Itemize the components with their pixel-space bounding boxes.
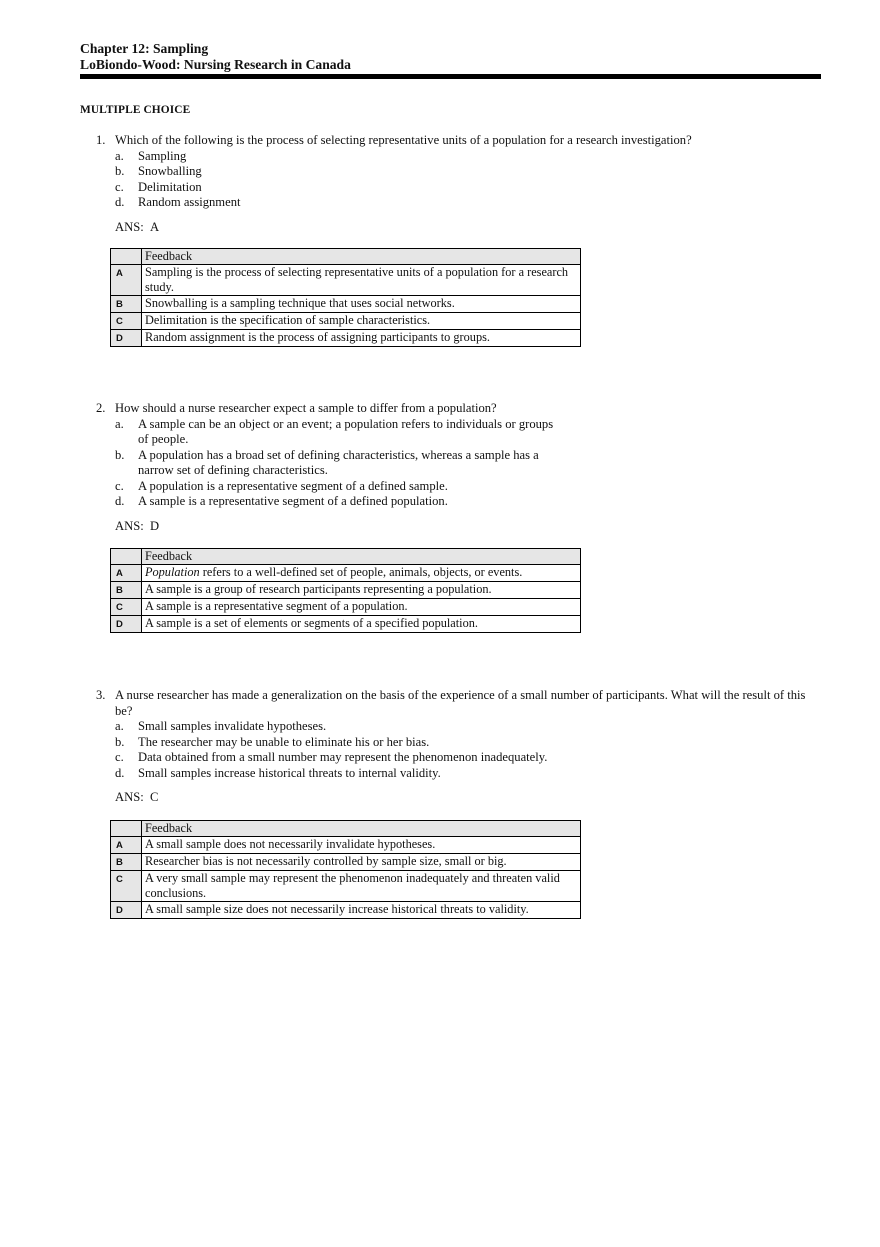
answer-label: ANS: (115, 219, 144, 234)
question-3 (96, 688, 821, 806)
feedback-row: D Random assignment is the process of assigning participants to groups. (111, 330, 581, 347)
feedback-header-row (111, 249, 581, 265)
feedback-row: C Delimitation is the specification of sample characteristics. (111, 313, 581, 330)
feedback-row: B A sample is a group of research participants representing a population. (111, 582, 581, 599)
answer-line (96, 519, 821, 535)
option-list (96, 149, 821, 211)
answer-value: D (150, 518, 160, 533)
book-title: LoBiondo-Wood: Nursing Research in Canada (80, 57, 351, 72)
option-d: d. Small samples increase historical threats to internal validity. (115, 765, 441, 780)
question-stem: Which of the following is the process of selecting representative units of a population for a research investigation? (115, 133, 692, 147)
feedback-header: Feedback (142, 249, 581, 265)
option-a: a. Small samples invalidate hypotheses. (115, 719, 327, 733)
feedback-row: A Sampling is the process of selecting representative units of a population for a research study. (111, 265, 581, 296)
question-number: 1. (96, 133, 106, 147)
chapter-title: Chapter 12: Sampling (80, 41, 209, 56)
feedback-row: D A sample is a set of elements or segments of a specified population. (111, 616, 581, 633)
feedback-header: Feedback (142, 821, 581, 837)
answer-value: C (150, 790, 159, 804)
feedback-row: D A small sample size does not necessarily increase historical threats to validity. (111, 902, 581, 919)
section-title: MULTIPLE CHOICE (80, 104, 191, 116)
feedback-row: C A very small sample may represent the phenomenon inadequately and threaten valid conclusions. (111, 871, 581, 902)
answer-value: A (150, 219, 160, 234)
feedback-header-row (111, 821, 581, 837)
answer-line (96, 790, 821, 806)
feedback-table-2 (110, 548, 581, 633)
answer-line (96, 220, 821, 236)
answer-label: ANS: (115, 518, 144, 533)
feedback-row: B Snowballing is a sampling technique that uses social networks. (111, 296, 581, 313)
option-a: a. A sample can be an object or an event; a population refers to individuals or groups of people. (115, 416, 554, 446)
option-c: c. Data obtained from a small number may represent the phenomenon inadequately. (115, 750, 548, 764)
question-2 (96, 401, 821, 534)
feedback-header: Feedback (142, 549, 581, 565)
question-stem: A nurse researcher has made a generalization on the basis of the experience of a small number of participants. What will the result of this be? (115, 688, 806, 718)
answer-label: ANS: (115, 790, 144, 804)
feedback-table-1 (110, 248, 581, 347)
question-number: 2. (96, 401, 106, 415)
document-header (80, 41, 351, 73)
option-b: b. The researcher may be unable to eliminate his or her bias. (115, 734, 430, 749)
option-list (96, 719, 821, 781)
option-d: d. Random assignment (115, 195, 241, 209)
feedback-table-3 (110, 820, 581, 919)
option-c: c. Delimitation (115, 179, 202, 194)
feedback-row: A A small sample does not necessarily invalidate hypotheses. (111, 837, 581, 854)
feedback-header-row (111, 549, 581, 565)
option-b: b. Snowballing (115, 164, 202, 178)
option-a: a. Sampling (115, 148, 187, 163)
question-1 (96, 133, 821, 235)
header-rule (80, 74, 821, 79)
option-list (96, 417, 566, 510)
italic-term: Population (145, 565, 200, 579)
feedback-row: C A sample is a representative segment of a population. (111, 599, 581, 616)
feedback-row: B Researcher bias is not necessarily controlled by sample size, small or big. (111, 854, 581, 871)
question-number: 3. (96, 688, 106, 702)
feedback-row: A Population refers to a well-defined set of people, animals, objects, or events. (111, 565, 581, 582)
option-d: d. A sample is a representative segment of a defined population. (115, 494, 448, 508)
option-b: b. A population has a broad set of defining characteristics, whereas a sample has a narrow set of defining characteristics. (115, 447, 539, 477)
question-stem: How should a nurse researcher expect a sample to differ from a population? (115, 401, 497, 415)
option-c: c. A population is a representative segment of a defined sample. (115, 478, 448, 493)
